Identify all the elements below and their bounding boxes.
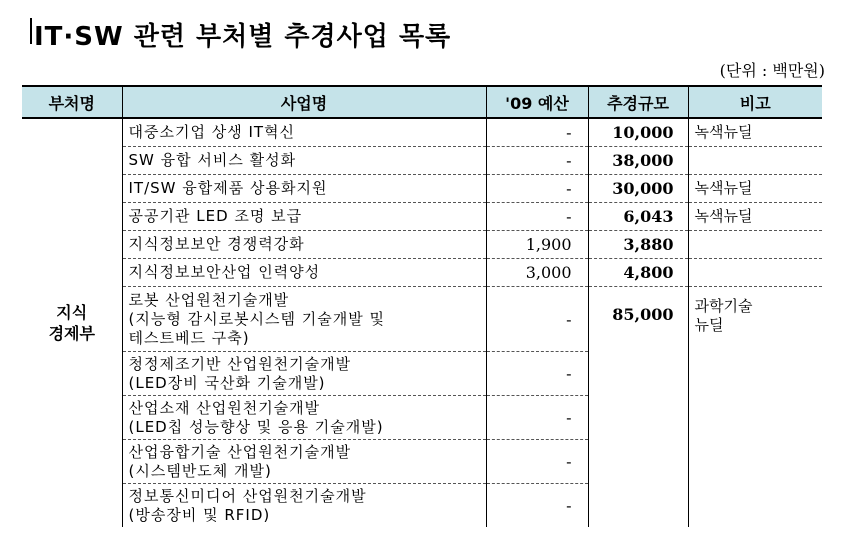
budget-value: - [486, 440, 588, 484]
note-value: 녹색뉴딜 [688, 118, 822, 147]
supplementary-value: 6,043 [588, 203, 688, 231]
text-cursor [30, 18, 32, 44]
page-title: IT·SW 관련 부처별 추경사업 목록 [34, 22, 452, 52]
project-name: 정보통신미디어 산업원천기술개발 (방송장비 및 RFID) [122, 484, 486, 528]
project-name: 지식정보보안 경쟁력강화 [122, 231, 486, 259]
project-name: 로봇 산업원천기술개발 (지능형 감시로봇시스템 기술개발 및 테스트베드 구축) [122, 287, 486, 352]
col-header-note: 비고 [688, 86, 822, 118]
budget-value: - [486, 352, 588, 396]
supplementary-value: 10,000 [588, 118, 688, 147]
budget-value: - [486, 147, 588, 175]
supplementary-value: 4,800 [588, 259, 688, 287]
note-value: 녹색뉴딜 [688, 203, 822, 231]
project-name: 대중소기업 상생 IT혁신 [122, 118, 486, 147]
project-name: 지식정보보안산업 인력양성 [122, 259, 486, 287]
project-name: 산업융합기술 산업원천기술개발 (시스템반도체 개발) [122, 440, 486, 484]
budget-value: - [486, 484, 588, 528]
budget-value: 3,000 [486, 259, 588, 287]
project-table [22, 85, 822, 527]
unit-note: (단위 : 백만원) [719, 61, 825, 80]
budget-value: - [486, 287, 588, 352]
table-row [22, 175, 822, 203]
table-row [22, 203, 822, 231]
budget-value: 1,900 [486, 231, 588, 259]
supplementary-value: 30,000 [588, 175, 688, 203]
table-row [22, 147, 822, 175]
col-header-supplementary: 추경규모 [588, 86, 688, 118]
project-name: SW 융합 서비스 활성화 [122, 147, 486, 175]
table-row [22, 259, 822, 287]
project-name: 산업소재 산업원천기술개발 (LED칩 성능향상 및 응용 기술개발) [122, 396, 486, 440]
note-value: 녹색뉴딜 [688, 175, 822, 203]
department-cell [22, 118, 122, 527]
budget-value: - [486, 175, 588, 203]
department-label: 지식 경제부 [48, 303, 95, 343]
col-header-budget: '09 예산 [486, 86, 588, 118]
col-header-dept: 부처명 [22, 86, 122, 118]
supplementary-value: 3,880 [588, 231, 688, 259]
col-header-project: 사업명 [122, 86, 486, 118]
budget-value: - [486, 203, 588, 231]
supplementary-value: 38,000 [588, 147, 688, 175]
table-header-row [22, 86, 822, 118]
note-value [688, 259, 822, 287]
supplementary-value: 85,000 [588, 287, 688, 528]
budget-value: - [486, 118, 588, 147]
project-name: 공공기관 LED 조명 보급 [122, 203, 486, 231]
table-row [22, 231, 822, 259]
project-name: 청정제조기반 산업원천기술개발 (LED장비 국산화 기술개발) [122, 352, 486, 396]
note-value [688, 147, 822, 175]
note-value [688, 231, 822, 259]
note-value: 과학기술 뉴딜 [688, 287, 822, 528]
table-row [22, 118, 822, 147]
project-name: IT/SW 융합제품 상용화지원 [122, 175, 486, 203]
table-row [22, 287, 822, 352]
budget-value: - [486, 396, 588, 440]
